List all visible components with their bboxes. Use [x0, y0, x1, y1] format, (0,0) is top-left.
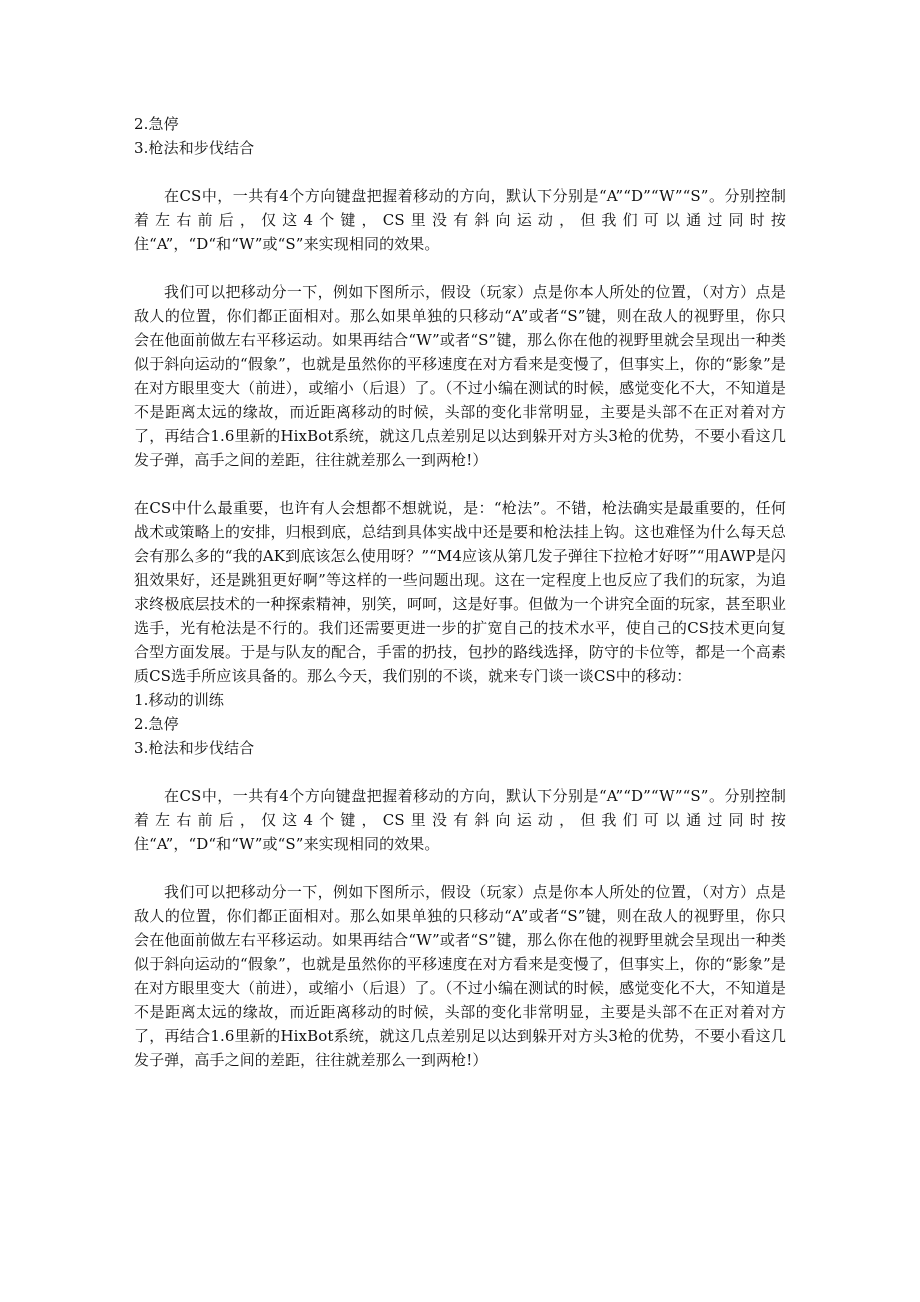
paragraph-gap	[134, 856, 786, 880]
paragraph-movement-analysis: 我们可以把移动分一下，例如下图所示，假设（玩家）点是你本人所处的位置，（对方）点是敌人的位置，你们都正面相对。那么如果单独的只移动“A”或者“S”键，则在敌人的视野里，你只会在他面前做左右平移运动。如果再结合“W”或者“S”键，那么你在他的视野里就会呈现出一种类似于斜向运动的“假象”，也就是虽然你的平移速度在对方看来是变慢了，但事实上，你的“影象”是在对方眼里变大（前进），或缩小（后退）了。（不过小编在测试的时候，感觉变化不大，不知道是不是距离太远的缘故，而近距离移动的时候，头部的变化非常明显，主要是头部不在正对着对方了，再结合1.6里新的HixBot系统，就这几点差别足以达到躲开对方头3枪的优势，不要小看这几发子弹，高手之间的差距，往往就差那么一到两枪!）	[134, 883, 786, 1069]
list-item-aim-and-footwork: 3.枪法和步伐结合	[134, 139, 255, 157]
list-item-sudden-stop: 2.急停	[134, 715, 179, 733]
paragraph-gap	[134, 760, 786, 784]
paragraph-movement-analysis: 我们可以把移动分一下，例如下图所示，假设（玩家）点是你本人所处的位置，（对方）点是敌人的位置，你们都正面相对。那么如果单独的只移动“A”或者“S”键，则在敌人的视野里，你只会在他面前做左右平移运动。如果再结合“W”或者“S”键，那么你在他的视野里就会呈现出一种类似于斜向运动的“假象”，也就是虽然你的平移速度在对方看来是变慢了，但事实上，你的“影象”是在对方眼里变大（前进），或缩小（后退）了。（不过小编在测试的时候，感觉变化不大，不知道是不是距离太远的缘故，而近距离移动的时候，头部的变化非常明显，主要是头部不在正对着对方了，再结合1.6里新的HixBot系统，就这几点差别足以达到躲开对方头3枪的优势，不要小看这几发子弹，高手之间的差距，往往就差那么一到两枪!）	[134, 283, 786, 469]
paragraph-direction-keys: 在CS中，一共有4个方向键盘把握着移动的方向，默认下分别是“A”“D”“W”“S”。分别控制着左右前后，仅这4个键，CS里没有斜向运动，但我们可以通过同时按住“A”，“D“和“W”或“S”来实现相同的效果。	[134, 787, 786, 853]
paragraph-gap	[134, 160, 786, 184]
paragraph-gap	[134, 472, 786, 496]
paragraph-gap	[134, 256, 786, 280]
document-body	[134, 112, 786, 1072]
list-item-aim-and-footwork: 3.枪法和步伐结合	[134, 739, 255, 757]
list-item-sudden-stop: 2.急停	[134, 115, 179, 133]
list-item-movement-training: 1.移动的训练	[134, 691, 225, 709]
paragraph-direction-keys: 在CS中，一共有4个方向键盘把握着移动的方向，默认下分别是“A”“D”“W”“S”。分别控制着左右前后，仅这4个键，CS里没有斜向运动，但我们可以通过同时按住“A”，“D“和“W”或“S”来实现相同的效果。	[134, 187, 786, 253]
paragraph-intro-importance: 在CS中什么最重要，也许有人会想都不想就说，是：“枪法”。不错，枪法确实是最重要的，任何战术或策略上的安排，归根到底，总结到具体实战中还是要和枪法挂上钩。这也难怪为什么每天总会有那么多的“我的AK到底该怎么使用呀？”“M4应该从第几发子弹往下拉枪才好呀”“用AWP是闪狙效果好，还是跳狙更好啊”等这样的一些问题出现。这在一定程度上也反应了我们的玩家，为追求终极底层技术的一种探索精神，别笑，呵呵，这是好事。但做为一个讲究全面的玩家，甚至职业选手，光有枪法是不行的。我们还需要更进一步的扩宽自己的技术水平，使自己的CS技术更向复合型方面发展。于是与队友的配合，手雷的扔技，包抄的路线选择，防守的卡位等，都是一个高素质CS选手所应该具备的。那么今天，我们别的不谈，就来专门谈一谈CS中的移动：	[134, 499, 786, 685]
